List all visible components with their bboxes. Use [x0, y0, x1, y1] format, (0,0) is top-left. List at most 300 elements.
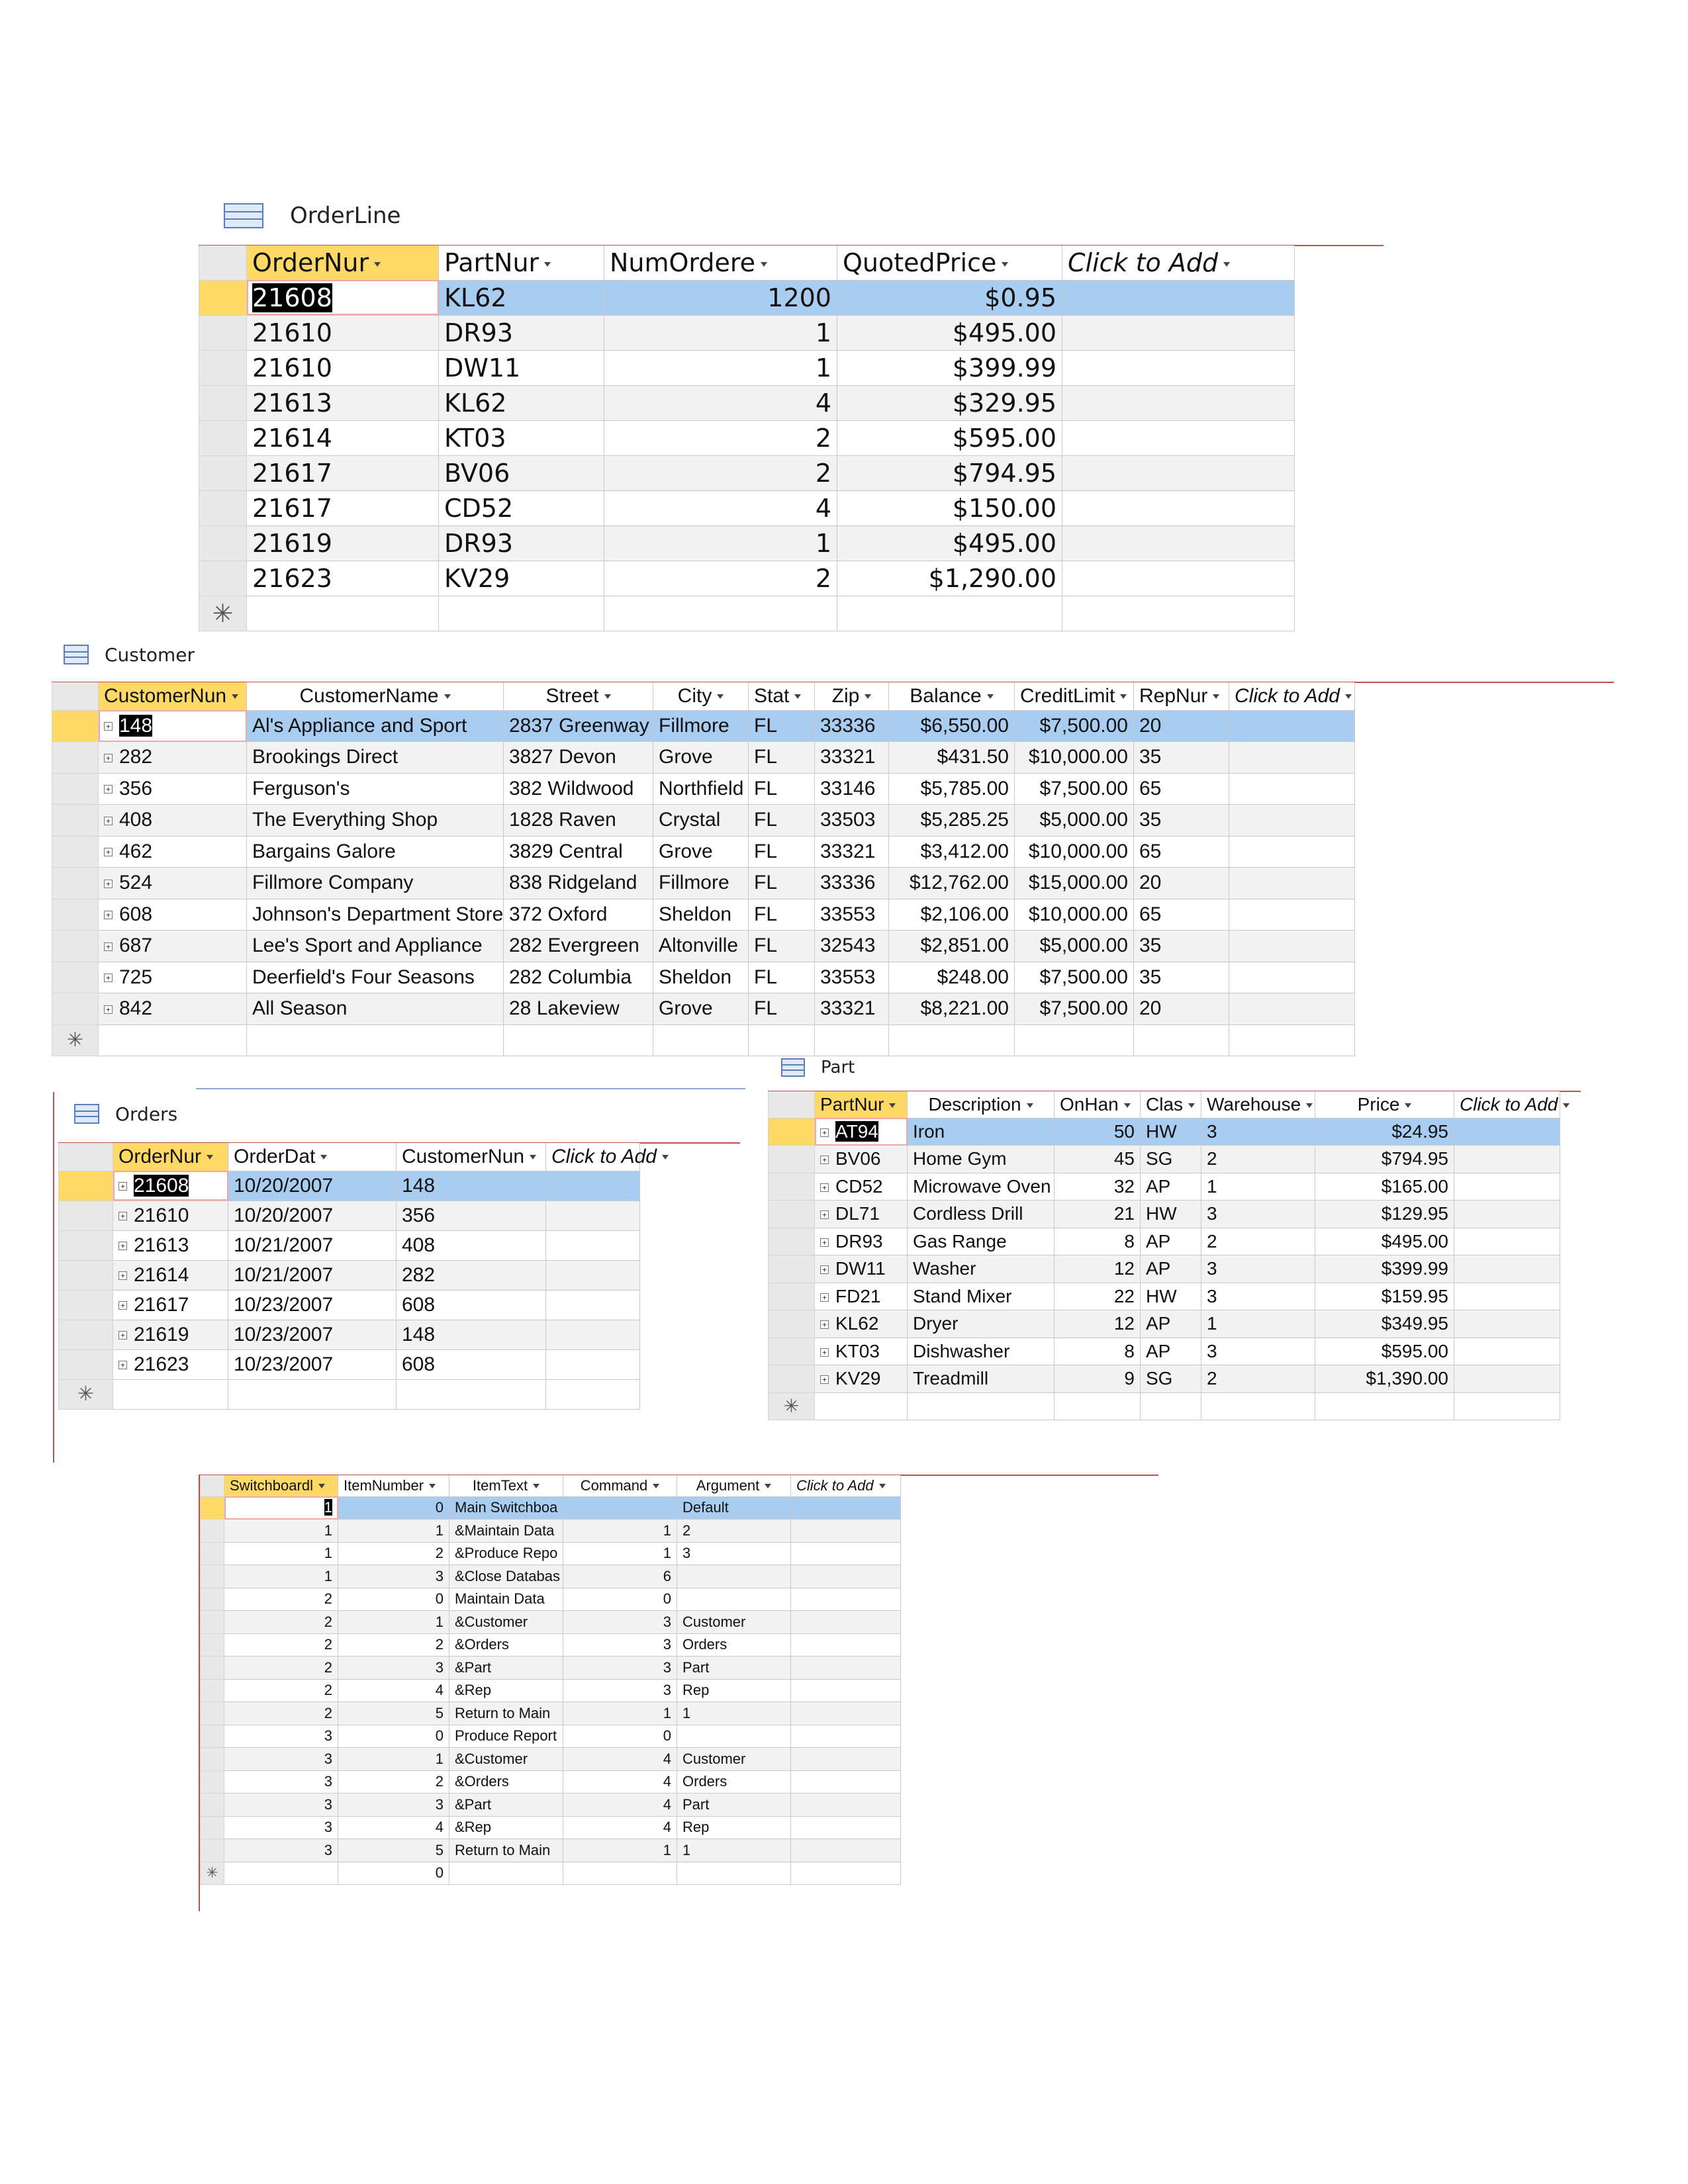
click-to-add-cell[interactable] — [1454, 1228, 1560, 1255]
table-cell[interactable] — [908, 1365, 1055, 1393]
column-header-partnur[interactable] — [439, 246, 604, 280]
table-row[interactable] — [52, 899, 1355, 931]
table-cell[interactable] — [1134, 868, 1229, 899]
record-selector[interactable] — [769, 1310, 815, 1338]
record-selector[interactable] — [199, 315, 247, 350]
table-cell[interactable] — [228, 1230, 397, 1260]
click-to-add-cell[interactable] — [1229, 868, 1355, 899]
table-cell[interactable] — [815, 1283, 908, 1310]
record-selector[interactable] — [201, 1496, 224, 1520]
table-row[interactable] — [769, 1310, 1560, 1338]
table-cell[interactable] — [563, 1542, 677, 1565]
table-cell[interactable] — [1134, 962, 1229, 993]
table-cell[interactable] — [504, 742, 653, 774]
click-to-add-header[interactable] — [791, 1475, 901, 1496]
record-selector[interactable] — [59, 1260, 113, 1290]
table-row[interactable] — [52, 993, 1355, 1025]
table-row[interactable] — [59, 1260, 640, 1290]
table-cell[interactable] — [504, 805, 653, 837]
click-to-add-cell[interactable] — [791, 1496, 901, 1520]
record-selector[interactable] — [201, 1633, 224, 1657]
table-cell[interactable] — [677, 1520, 791, 1543]
table-cell[interactable] — [815, 1201, 908, 1228]
table-cell[interactable] — [113, 1260, 228, 1290]
table-cell[interactable] — [677, 1702, 791, 1725]
record-selector[interactable] — [199, 385, 247, 420]
table-row[interactable] — [201, 1542, 901, 1565]
table-row[interactable] — [59, 1320, 640, 1349]
column-header-price[interactable] — [1315, 1091, 1454, 1118]
table-cell[interactable] — [504, 868, 653, 899]
table-cell[interactable] — [1201, 1365, 1315, 1393]
table-cell[interactable] — [1055, 1228, 1141, 1255]
table-row[interactable] — [199, 280, 1295, 315]
table-cell[interactable] — [224, 1770, 338, 1794]
record-selector[interactable] — [199, 490, 247, 525]
dropdown-arrow-icon[interactable] — [533, 1484, 539, 1488]
table-cell[interactable] — [228, 1320, 397, 1349]
click-to-add-cell[interactable] — [1229, 962, 1355, 993]
click-to-add-cell[interactable] — [1454, 1201, 1560, 1228]
dropdown-arrow-icon[interactable] — [879, 1484, 886, 1488]
new-record-row[interactable] — [199, 596, 1295, 631]
table-cell[interactable] — [113, 1349, 228, 1379]
table-row[interactable] — [769, 1283, 1560, 1310]
table-row[interactable] — [199, 455, 1295, 490]
table-cell[interactable] — [247, 742, 504, 774]
column-header-customernun[interactable] — [397, 1143, 546, 1171]
record-selector[interactable] — [201, 1839, 224, 1862]
table-cell[interactable] — [837, 455, 1062, 490]
expand-plus-icon[interactable]: + — [820, 1156, 829, 1164]
table-row[interactable] — [769, 1228, 1560, 1255]
table-cell[interactable] — [837, 385, 1062, 420]
column-header-itemtext[interactable] — [449, 1475, 563, 1496]
table-cell[interactable] — [1315, 1118, 1454, 1146]
table-row[interactable] — [52, 962, 1355, 993]
click-to-add-cell[interactable] — [791, 1770, 901, 1794]
table-cell[interactable] — [1015, 868, 1134, 899]
orderline-tab[interactable] — [224, 201, 400, 230]
table-row[interactable] — [199, 420, 1295, 455]
column-header-orderdat[interactable] — [228, 1143, 397, 1171]
table-cell[interactable] — [604, 561, 837, 596]
record-selector[interactable] — [199, 280, 247, 315]
table-cell[interactable] — [815, 931, 889, 962]
table-cell[interactable] — [504, 836, 653, 868]
select-all-corner[interactable] — [52, 682, 99, 710]
table-row[interactable] — [769, 1118, 1560, 1146]
table-cell[interactable] — [247, 350, 439, 385]
table-cell[interactable] — [815, 1310, 908, 1338]
table-cell[interactable] — [338, 1702, 449, 1725]
table-cell[interactable] — [397, 1379, 546, 1409]
table-cell[interactable] — [224, 1496, 338, 1520]
table-cell[interactable] — [228, 1379, 397, 1409]
expand-plus-icon[interactable]: + — [820, 1293, 829, 1302]
expand-plus-icon[interactable]: + — [820, 1183, 829, 1192]
record-selector[interactable] — [52, 742, 99, 774]
table-cell[interactable] — [653, 742, 749, 774]
table-cell[interactable] — [247, 490, 439, 525]
table-cell[interactable] — [1315, 1146, 1454, 1173]
click-to-add-cell[interactable] — [1229, 742, 1355, 774]
table-row[interactable] — [201, 1816, 901, 1839]
table-cell[interactable] — [889, 742, 1015, 774]
column-header-customername[interactable] — [247, 682, 504, 710]
table-cell[interactable] — [1315, 1255, 1454, 1283]
table-cell[interactable] — [1015, 773, 1134, 805]
table-cell[interactable] — [1141, 1283, 1201, 1310]
new-record-icon[interactable] — [52, 1024, 99, 1056]
expand-plus-icon[interactable]: + — [104, 848, 113, 856]
table-cell[interactable] — [224, 1702, 338, 1725]
table-cell[interactable] — [224, 1839, 338, 1862]
click-to-add-cell[interactable] — [1062, 350, 1295, 385]
table-cell[interactable] — [653, 931, 749, 962]
table-cell[interactable] — [449, 1565, 563, 1588]
table-row[interactable] — [769, 1173, 1560, 1201]
table-cell[interactable] — [338, 1633, 449, 1657]
table-cell[interactable] — [397, 1201, 546, 1230]
table-cell[interactable] — [224, 1520, 338, 1543]
click-to-add-cell[interactable] — [1454, 1173, 1560, 1201]
expand-plus-icon[interactable]: + — [118, 1212, 127, 1220]
table-cell[interactable] — [815, 1365, 908, 1393]
table-cell[interactable] — [749, 710, 815, 742]
table-cell[interactable] — [677, 1794, 791, 1817]
table-cell[interactable] — [1141, 1173, 1201, 1201]
table-cell[interactable] — [677, 1725, 791, 1748]
dropdown-arrow-icon[interactable] — [717, 694, 724, 699]
table-cell[interactable] — [99, 836, 247, 868]
table-cell[interactable] — [889, 931, 1015, 962]
select-all-corner[interactable] — [201, 1475, 224, 1496]
table-cell[interactable] — [247, 931, 504, 962]
record-selector[interactable] — [769, 1283, 815, 1310]
table-cell[interactable] — [224, 1565, 338, 1588]
table-cell[interactable] — [837, 596, 1062, 631]
table-cell[interactable] — [439, 490, 604, 525]
table-row[interactable] — [201, 1725, 901, 1748]
table-cell[interactable] — [1201, 1392, 1315, 1420]
table-cell[interactable] — [338, 1862, 449, 1885]
table-cell[interactable] — [563, 1725, 677, 1748]
table-cell[interactable] — [677, 1748, 791, 1771]
table-cell[interactable] — [338, 1542, 449, 1565]
record-selector[interactable] — [201, 1794, 224, 1817]
dropdown-arrow-icon[interactable] — [889, 1103, 896, 1108]
expand-plus-icon[interactable]: + — [820, 1238, 829, 1247]
table-cell[interactable] — [439, 315, 604, 350]
dropdown-arrow-icon[interactable] — [530, 1155, 536, 1160]
column-header-clas[interactable] — [1141, 1091, 1201, 1118]
record-selector[interactable] — [59, 1349, 113, 1379]
table-row[interactable] — [201, 1702, 901, 1725]
table-cell[interactable] — [1201, 1283, 1315, 1310]
expand-plus-icon[interactable]: + — [104, 911, 113, 919]
table-row[interactable] — [59, 1290, 640, 1320]
record-selector[interactable] — [52, 836, 99, 868]
record-selector[interactable] — [201, 1520, 224, 1543]
table-cell[interactable] — [604, 455, 837, 490]
column-header-ordernur[interactable] — [247, 246, 439, 280]
table-cell[interactable] — [1141, 1118, 1201, 1146]
expand-plus-icon[interactable]: + — [118, 1242, 127, 1250]
table-cell[interactable] — [247, 868, 504, 899]
dropdown-arrow-icon[interactable] — [232, 694, 238, 699]
table-row[interactable] — [52, 836, 1355, 868]
table-cell[interactable] — [247, 596, 439, 631]
table-cell[interactable] — [1055, 1146, 1141, 1173]
table-cell[interactable] — [791, 1862, 901, 1885]
table-row[interactable] — [52, 931, 1355, 962]
table-cell[interactable] — [653, 868, 749, 899]
table-cell[interactable] — [604, 350, 837, 385]
record-selector[interactable] — [59, 1230, 113, 1260]
expand-plus-icon[interactable]: + — [104, 722, 113, 731]
table-cell[interactable] — [1315, 1173, 1454, 1201]
new-record-row[interactable] — [201, 1862, 901, 1885]
select-all-corner[interactable] — [199, 246, 247, 280]
click-to-add-cell[interactable] — [1062, 315, 1295, 350]
click-to-add-cell[interactable] — [791, 1725, 901, 1748]
table-cell[interactable] — [1015, 742, 1134, 774]
new-record-icon[interactable] — [769, 1392, 815, 1420]
select-all-corner[interactable] — [769, 1091, 815, 1118]
table-cell[interactable] — [397, 1320, 546, 1349]
dropdown-arrow-icon[interactable] — [1002, 262, 1008, 267]
click-to-add-cell[interactable] — [546, 1201, 640, 1230]
table-cell[interactable] — [1315, 1392, 1454, 1420]
table-row[interactable] — [201, 1748, 901, 1771]
table-cell[interactable] — [224, 1748, 338, 1771]
table-cell[interactable] — [749, 962, 815, 993]
record-selector[interactable] — [201, 1565, 224, 1588]
table-row[interactable] — [52, 773, 1355, 805]
table-cell[interactable] — [439, 420, 604, 455]
table-cell[interactable] — [224, 1816, 338, 1839]
table-cell[interactable] — [99, 742, 247, 774]
table-cell[interactable] — [228, 1171, 397, 1201]
table-cell[interactable] — [449, 1839, 563, 1862]
table-cell[interactable] — [113, 1320, 228, 1349]
table-cell[interactable] — [504, 773, 653, 805]
click-to-add-cell[interactable] — [791, 1588, 901, 1611]
table-cell[interactable] — [1055, 1310, 1141, 1338]
table-cell[interactable] — [889, 993, 1015, 1025]
table-cell[interactable] — [449, 1770, 563, 1794]
table-cell[interactable] — [837, 315, 1062, 350]
table-cell[interactable] — [1454, 1392, 1560, 1420]
new-record-row[interactable] — [52, 1024, 1355, 1056]
table-cell[interactable] — [99, 962, 247, 993]
table-cell[interactable] — [228, 1260, 397, 1290]
table-cell[interactable] — [449, 1816, 563, 1839]
click-to-add-cell[interactable] — [546, 1320, 640, 1349]
table-cell[interactable] — [338, 1588, 449, 1611]
table-cell[interactable] — [1055, 1365, 1141, 1393]
table-row[interactable] — [769, 1338, 1560, 1365]
table-row[interactable] — [199, 315, 1295, 350]
column-header-creditlimit[interactable] — [1015, 682, 1134, 710]
column-header-switchboardl[interactable] — [224, 1475, 338, 1496]
table-cell[interactable] — [1015, 805, 1134, 837]
table-cell[interactable] — [1134, 993, 1229, 1025]
expand-plus-icon[interactable]: + — [820, 1348, 829, 1357]
table-cell[interactable] — [815, 868, 889, 899]
dropdown-arrow-icon[interactable] — [318, 1484, 325, 1488]
column-header-argument[interactable] — [677, 1475, 791, 1496]
dropdown-arrow-icon[interactable] — [1563, 1103, 1570, 1108]
click-to-add-cell[interactable] — [1062, 525, 1295, 561]
table-cell[interactable] — [889, 773, 1015, 805]
record-selector[interactable] — [52, 962, 99, 993]
table-cell[interactable] — [1015, 962, 1134, 993]
click-to-add-cell[interactable] — [1062, 280, 1295, 315]
expand-plus-icon[interactable]: + — [820, 1128, 829, 1137]
table-cell[interactable] — [653, 773, 749, 805]
table-cell[interactable] — [563, 1657, 677, 1680]
record-selector[interactable] — [201, 1702, 224, 1725]
table-cell[interactable] — [815, 962, 889, 993]
table-cell[interactable] — [908, 1173, 1055, 1201]
record-selector[interactable] — [201, 1770, 224, 1794]
click-to-add-cell[interactable] — [791, 1702, 901, 1725]
table-cell[interactable] — [908, 1310, 1055, 1338]
table-cell[interactable] — [908, 1228, 1055, 1255]
dropdown-arrow-icon[interactable] — [604, 694, 611, 699]
record-selector[interactable] — [769, 1365, 815, 1393]
expand-plus-icon[interactable]: + — [104, 817, 113, 825]
table-cell[interactable] — [908, 1201, 1055, 1228]
click-to-add-cell[interactable] — [1229, 993, 1355, 1025]
table-cell[interactable] — [1141, 1201, 1201, 1228]
table-cell[interactable] — [677, 1633, 791, 1657]
table-cell[interactable] — [504, 993, 653, 1025]
table-cell[interactable] — [1201, 1228, 1315, 1255]
click-to-add-header[interactable] — [546, 1143, 657, 1171]
table-cell[interactable] — [338, 1611, 449, 1634]
table-cell[interactable] — [749, 993, 815, 1025]
table-row[interactable] — [769, 1201, 1560, 1228]
record-selector[interactable] — [199, 525, 247, 561]
part-tab[interactable] — [781, 1056, 855, 1079]
click-to-add-cell[interactable] — [791, 1565, 901, 1588]
table-cell[interactable] — [677, 1816, 791, 1839]
record-selector[interactable] — [201, 1542, 224, 1565]
expand-plus-icon[interactable]: + — [118, 1331, 127, 1340]
table-cell[interactable] — [1134, 1024, 1229, 1056]
record-selector[interactable] — [199, 455, 247, 490]
table-row[interactable] — [199, 350, 1295, 385]
table-row[interactable] — [199, 385, 1295, 420]
table-cell[interactable] — [677, 1565, 791, 1588]
expand-plus-icon[interactable]: + — [104, 880, 113, 888]
table-cell[interactable] — [653, 962, 749, 993]
record-selector[interactable] — [59, 1290, 113, 1320]
record-selector[interactable] — [199, 561, 247, 596]
table-cell[interactable] — [224, 1588, 338, 1611]
table-cell[interactable] — [397, 1349, 546, 1379]
table-cell[interactable] — [837, 525, 1062, 561]
table-cell[interactable] — [449, 1633, 563, 1657]
table-cell[interactable] — [815, 1338, 908, 1365]
table-cell[interactable] — [99, 899, 247, 931]
table-cell[interactable] — [1141, 1338, 1201, 1365]
record-selector[interactable] — [59, 1171, 113, 1201]
click-to-add-cell[interactable] — [791, 1748, 901, 1771]
table-cell[interactable] — [677, 1862, 791, 1885]
table-cell[interactable] — [247, 420, 439, 455]
table-cell[interactable] — [889, 805, 1015, 837]
table-row[interactable] — [199, 490, 1295, 525]
click-to-add-cell[interactable] — [1229, 899, 1355, 931]
table-cell[interactable] — [247, 836, 504, 868]
table-cell[interactable] — [749, 836, 815, 868]
dropdown-arrow-icon[interactable] — [544, 262, 551, 267]
dropdown-arrow-icon[interactable] — [1124, 1103, 1131, 1108]
dropdown-arrow-icon[interactable] — [794, 694, 801, 699]
table-cell[interactable] — [604, 420, 837, 455]
table-cell[interactable] — [563, 1702, 677, 1725]
table-cell[interactable] — [837, 420, 1062, 455]
table-cell[interactable] — [677, 1679, 791, 1702]
table-cell[interactable] — [247, 773, 504, 805]
click-to-add-cell[interactable] — [1229, 805, 1355, 837]
table-cell[interactable] — [397, 1230, 546, 1260]
click-to-add-cell[interactable] — [791, 1794, 901, 1817]
table-row[interactable] — [201, 1611, 901, 1634]
dropdown-arrow-icon[interactable] — [1223, 262, 1230, 267]
column-header-numordere[interactable] — [604, 246, 837, 280]
table-row[interactable] — [201, 1520, 901, 1543]
table-cell[interactable] — [563, 1839, 677, 1862]
column-header-onhan[interactable] — [1055, 1091, 1141, 1118]
table-cell[interactable] — [338, 1794, 449, 1817]
table-cell[interactable] — [449, 1794, 563, 1817]
record-selector[interactable] — [201, 1657, 224, 1680]
table-cell[interactable] — [563, 1794, 677, 1817]
table-cell[interactable] — [563, 1862, 677, 1885]
dropdown-arrow-icon[interactable] — [865, 694, 871, 699]
table-cell[interactable] — [397, 1260, 546, 1290]
table-cell[interactable] — [449, 1611, 563, 1634]
table-cell[interactable] — [815, 742, 889, 774]
table-cell[interactable] — [749, 868, 815, 899]
table-cell[interactable] — [1055, 1283, 1141, 1310]
expand-plus-icon[interactable]: + — [118, 1361, 127, 1369]
table-cell[interactable] — [338, 1816, 449, 1839]
record-selector[interactable] — [769, 1228, 815, 1255]
table-cell[interactable] — [1201, 1338, 1315, 1365]
table-cell[interactable] — [247, 710, 504, 742]
table-cell[interactable] — [247, 561, 439, 596]
table-cell[interactable] — [1055, 1201, 1141, 1228]
column-header-stat[interactable] — [749, 682, 815, 710]
table-cell[interactable] — [338, 1657, 449, 1680]
expand-plus-icon[interactable]: + — [104, 754, 113, 762]
click-to-add-cell[interactable] — [1229, 931, 1355, 962]
column-header-street[interactable] — [504, 682, 653, 710]
customer-tab[interactable] — [64, 643, 195, 666]
table-cell[interactable] — [908, 1338, 1055, 1365]
table-cell[interactable] — [504, 931, 653, 962]
table-cell[interactable] — [563, 1565, 677, 1588]
dropdown-arrow-icon[interactable] — [1405, 1103, 1411, 1108]
table-row[interactable] — [59, 1171, 640, 1201]
table-cell[interactable] — [815, 1173, 908, 1201]
